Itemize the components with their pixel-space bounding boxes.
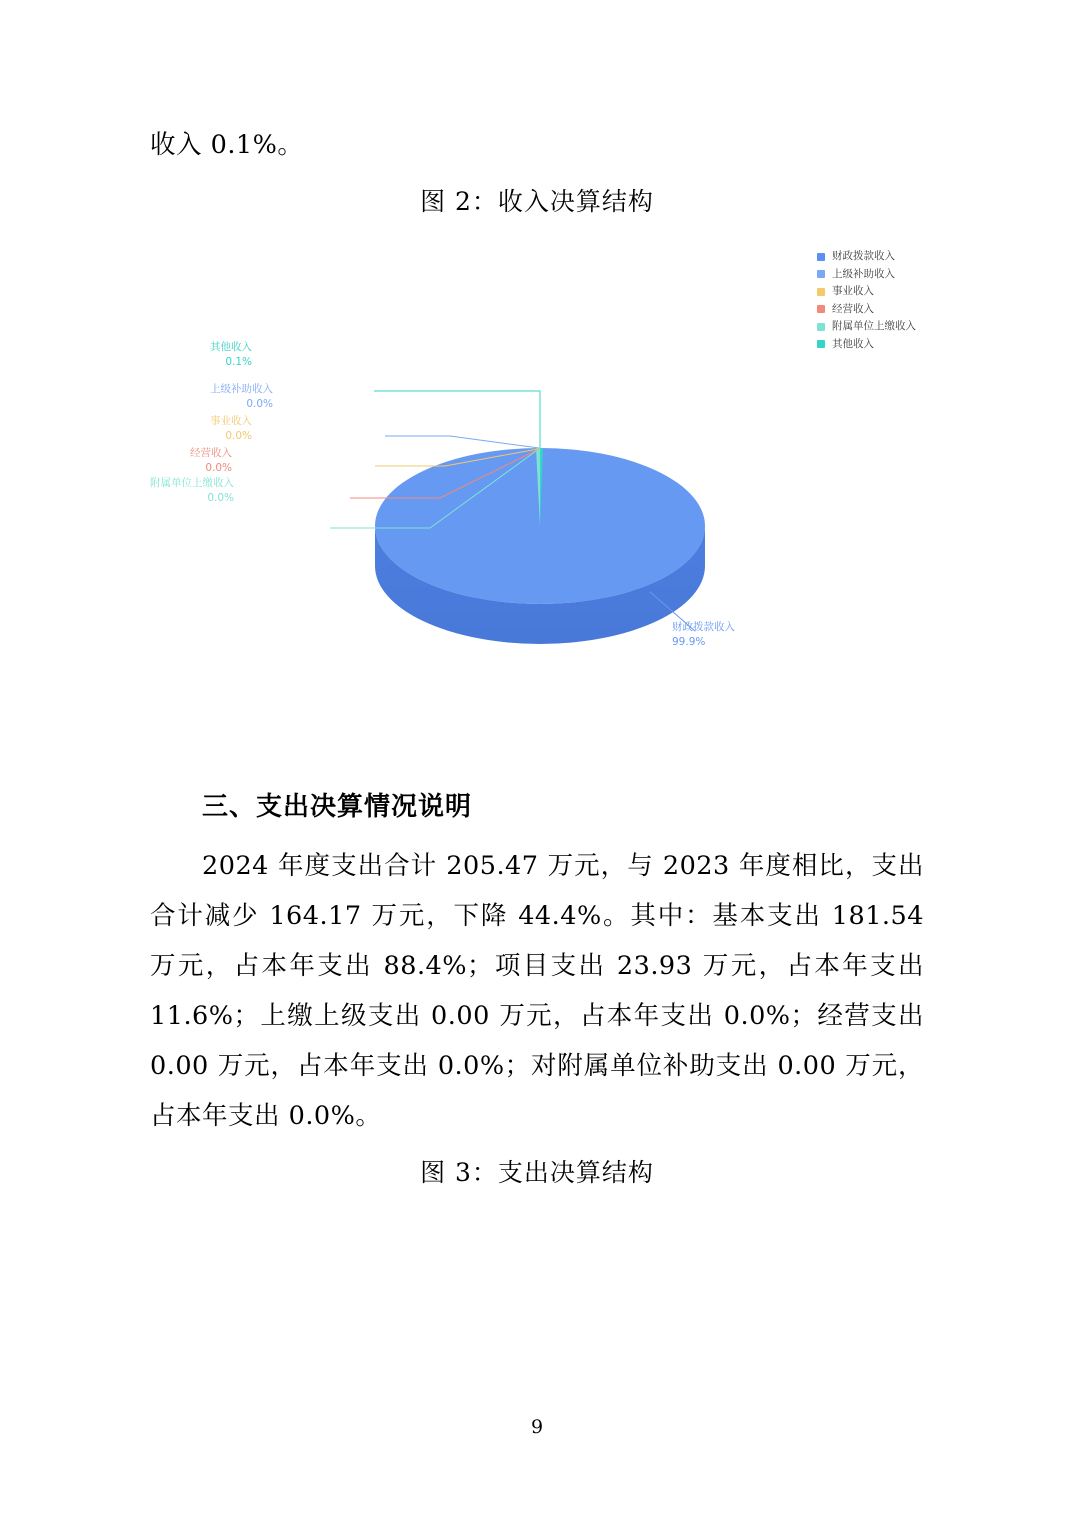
legend-label: 其他收入 [832,337,874,350]
leader-line-superior-subsidy [385,436,539,448]
leader-line-other-income [374,391,540,448]
callout-label: 事业收入 [210,415,252,427]
page-number: 9 [530,1416,544,1438]
callout-operating-income [190,446,232,476]
callout-label: 附属单位上缴收入 [150,477,234,489]
page-content [150,120,924,1189]
legend-label: 事业收入 [832,285,874,297]
callout-superior-subsidy [210,382,273,412]
callout-subordinate-remit [150,476,234,506]
legend-label: 经营收入 [832,302,874,315]
callout-percent: 0.0% [246,398,273,410]
callout-fiscal-allocation [672,620,735,650]
callout-other-income [210,340,252,370]
continued-text-line: 收入 0.1%。 [150,130,304,160]
callout-label: 上级补助收入 [210,383,273,395]
figure3-caption: 图 3：支出决算结构 [420,1158,654,1187]
callout-percent: 0.0% [205,462,232,474]
figure2-caption: 图 2：收入决算结构 [420,187,654,216]
callout-percent: 0.1% [225,356,252,368]
expenditure-paragraph: 2024 年度支出合计 205.47 万元，与 2023 年度相比，支出合计减少 164.17 万元，下降 44.4%。其中：基本支出 181.54 万元，占本年支出 88.4%；项目支出 23.93 万元，占本年支出 11.6%；上缴上级支出 0.00 万元，占本年支出 0.0%；经营支出 0.00 万元，占本年支出 0.0%；对附属单位补助支出 0.00 万元，占本年支出 0.0%。 [150,851,924,1131]
section-heading-expenditure: 三、支出决算情况说明 [202,792,473,822]
legend-label: 上级补助收入 [832,267,895,280]
legend-label: 附属单位上缴收入 [832,320,916,332]
callout-business-income [210,414,252,444]
callout-percent: 0.0% [225,430,252,442]
callout-percent: 0.0% [207,492,234,504]
legend-label: 财政拨款收入 [832,250,895,262]
callout-label: 财政拨款收入 [672,621,735,633]
callout-label: 经营收入 [190,447,232,459]
callout-label: 其他收入 [210,341,252,353]
callout-percent: 99.9% [672,636,706,648]
income-structure-pie-chart [150,236,924,666]
pie-graphic [150,236,924,666]
